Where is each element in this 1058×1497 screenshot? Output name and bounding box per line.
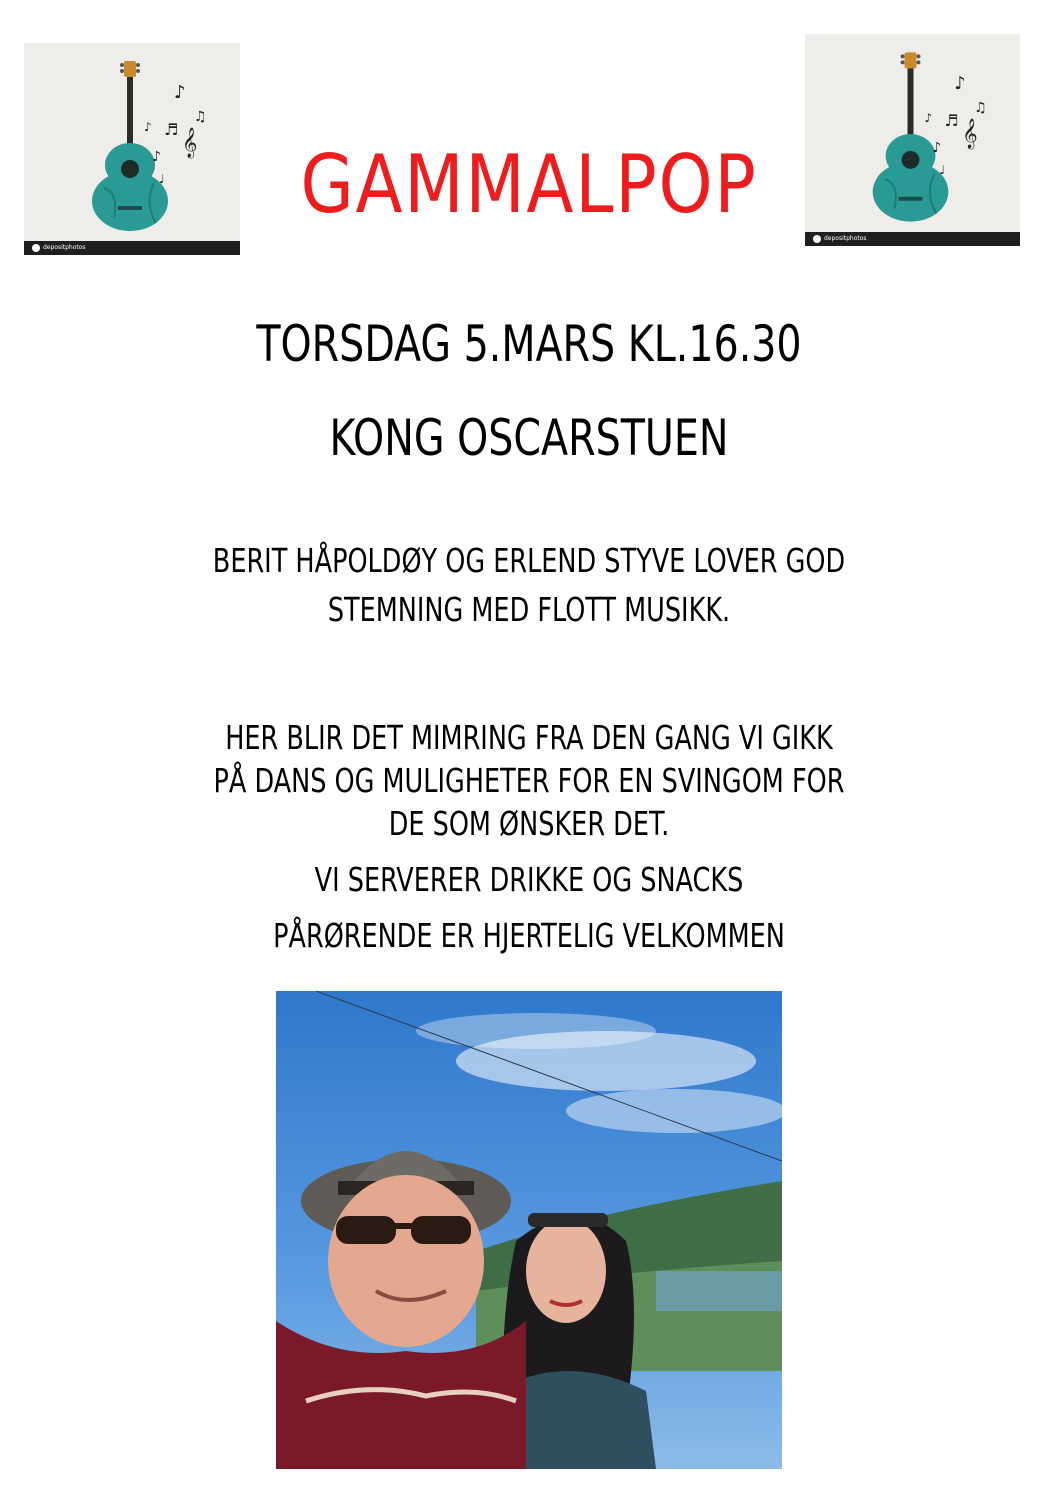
venue-line: KONG OSCARSTUEN	[329, 409, 729, 467]
watermark-bar	[805, 232, 1020, 246]
serving-line: VI SERVERER DRIKKE OG SNACKS	[314, 860, 744, 899]
svg-text:♪: ♪	[144, 120, 152, 134]
watermark-text: depositphotos	[43, 244, 86, 251]
depositphotos-logo-icon	[32, 244, 40, 252]
svg-text:♪: ♪	[174, 82, 186, 103]
watermark-text: depositphotos	[824, 235, 867, 242]
paragraph2-line1: HER BLIR DET MIMRING FRA DEN GANG VI GIKK	[225, 718, 833, 757]
guitar-icon	[24, 43, 240, 255]
guitar-image-left	[24, 43, 240, 255]
date-line: TORSDAG 5.MARS KL.16.30	[256, 315, 802, 373]
svg-text:♫: ♫	[974, 100, 987, 117]
svg-text:♫: ♫	[194, 109, 207, 125]
svg-text:♩: ♩	[939, 162, 946, 177]
performers-photo-icon	[276, 991, 782, 1469]
paragraph2-line2: PÅ DANS OG MULIGHETER FOR EN SVINGOM FOR	[213, 761, 845, 800]
watermark-bar	[24, 241, 240, 255]
paragraph1-line2: STEMNING MED FLOTT MUSIKK.	[327, 590, 731, 629]
depositphotos-logo-icon	[813, 235, 821, 243]
svg-text:♪: ♪	[932, 139, 942, 156]
guitar-image-right	[805, 34, 1020, 246]
welcome-line: PÅRØRENDE ER HJERTELIG VELKOMMEN	[273, 916, 785, 955]
poster-title: GAMMALPOP	[300, 138, 758, 231]
svg-text:♩: ♩	[159, 172, 165, 186]
guitar-icon	[805, 34, 1020, 246]
paragraph2-line3: DE SOM ØNSKER DET.	[388, 804, 670, 843]
svg-text:♬: ♬	[164, 120, 179, 139]
paragraph1-line1: BERIT HÅPOLDØY OG ERLEND STYVE LOVER GOD	[212, 541, 846, 580]
svg-text:𝄞: 𝄞	[962, 118, 978, 149]
svg-text:♪: ♪	[954, 73, 966, 95]
performers-photo	[276, 991, 782, 1469]
svg-text:𝄞: 𝄞	[182, 128, 198, 158]
svg-text:♪: ♪	[924, 111, 933, 126]
svg-text:♪: ♪	[152, 149, 161, 165]
svg-text:♬: ♬	[944, 111, 959, 131]
